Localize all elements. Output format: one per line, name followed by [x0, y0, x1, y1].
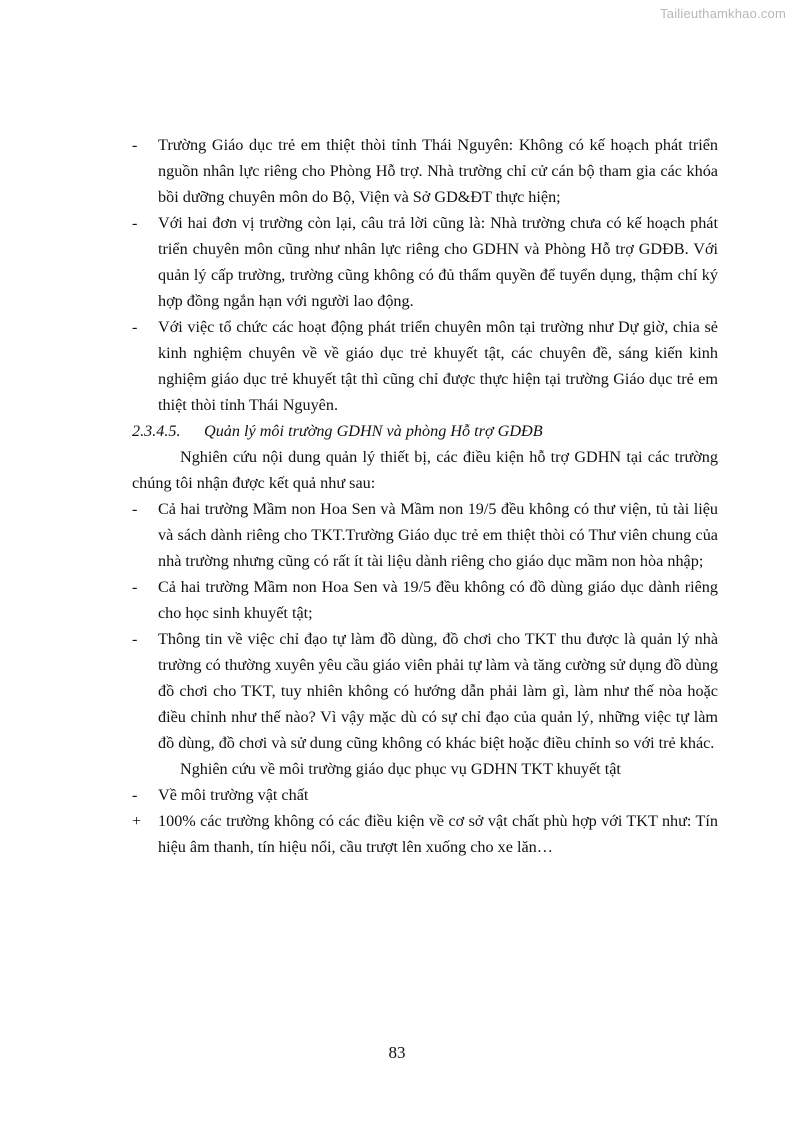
list-item — [132, 782, 718, 808]
section-title: Quản lý môi trường GDHN và phòng Hỗ trợ GDĐB — [204, 422, 543, 440]
bullet-mark: - — [132, 318, 138, 336]
body-paragraph: Nghiên cứu về môi trường giáo dục phục vụ GDHN TKT khuyết tật — [180, 760, 621, 778]
section-heading — [132, 418, 718, 444]
list-item-text: 100% các trường không có các điều kiện về cơ sở vật chất phù hợp với TKT như: Tín hiệu âm thanh, tín hiệu nổi, cầu trượt lên xuống cho xe lăn… — [158, 812, 718, 856]
page-content — [132, 132, 718, 860]
list-item — [132, 314, 718, 418]
list-item-text: Với hai đơn vị trường còn lại, câu trả lời cũng là: Nhà trường chưa có kế hoạch phát triển chuyên môn cũng như nhân lực riêng cho GDHN và Phòng Hỗ trợ GDĐB. Với quản lý cấp trường, trường cũng không có đủ thẩm quyền để tuyển dụng, thậm chí ký hợp đồng ngắn hạn với người lao động. — [158, 214, 718, 310]
section-number: 2.3.4.5. — [132, 422, 181, 440]
bullet-mark: - — [132, 786, 138, 804]
watermark: Tailieuthamkhao.com — [660, 6, 786, 21]
bullet-mark: - — [132, 500, 138, 518]
list-item — [132, 626, 718, 756]
list-item — [132, 210, 718, 314]
list-item — [132, 132, 718, 210]
list-item-text: Trường Giáo dục trẻ em thiệt thòi tỉnh Thái Nguyên: Không có kế hoạch phát triển nguồn nhân lực riêng cho Phòng Hỗ trợ. Nhà trường chỉ cử cán bộ tham gia các khóa bồi dưỡng chuyên môn do Bộ, Viện và Sở GD&ĐT thực hiện; — [158, 136, 718, 206]
list-item-text: Với việc tổ chức các hoạt động phát triển chuyên môn tại trường như Dự giờ, chia sẻ kinh nghiệm chuyên về về giáo dục trẻ khuyết tật, các chuyên đề, sáng kiến kinh nghiệm giáo dục trẻ khuyết tật thì cũng chỉ được thực hiện tại trường Giáo dục trẻ em thiệt thòi tỉnh Thái Nguyên. — [158, 318, 718, 414]
bullet-mark: + — [132, 812, 142, 830]
page-number: 83 — [388, 1043, 406, 1062]
bullet-mark: - — [132, 136, 138, 154]
list-item-text: Thông tin về việc chỉ đạo tự làm đồ dùng, đồ chơi cho TKT thu được là quản lý nhà trường có thường xuyên yêu cầu giáo viên phải tự làm và tăng cường sử dụng đồ dùng đồ chơi cho TKT, tuy nhiên không có hướng dẫn phải làm gì, làm như thế nòa hoặc điều chỉnh như thế nào? Vì vậy mặc dù có sự chỉ đạo của quản lý, những việc tự làm đồ dùng, đồ chơi và sử dung cũng không có khác biệt hoặc điều chỉnh so với trẻ khác. — [158, 630, 719, 752]
bullet-mark: - — [132, 630, 138, 648]
list-item-text: Về môi trường vật chất — [158, 786, 309, 804]
bullet-mark: - — [132, 214, 138, 232]
list-item — [132, 574, 718, 626]
list-item — [132, 808, 718, 860]
list-item — [132, 496, 718, 574]
list-item-text: Cả hai trường Mầm non Hoa Sen và Mầm non 19/5 đều không có thư viện, tủ tài liệu và sách dành riêng cho TKT.Trường Giáo dục trẻ em thiệt thòi có Thư viên chung của nhà trường nhưng cũng có rất ít tài liệu dành riêng cho giáo dục mầm non hòa nhập; — [158, 500, 718, 570]
list-item-text: Cả hai trường Mầm non Hoa Sen và 19/5 đều không có đồ dùng giáo dục dành riêng cho học sinh khuyết tật; — [158, 578, 718, 622]
bullet-mark: - — [132, 578, 138, 596]
intro-paragraph: Nghiên cứu nội dung quản lý thiết bị, các điều kiện hỗ trợ GDHN tại các trường chúng tôi nhận được kết quả như sau: — [132, 448, 718, 492]
